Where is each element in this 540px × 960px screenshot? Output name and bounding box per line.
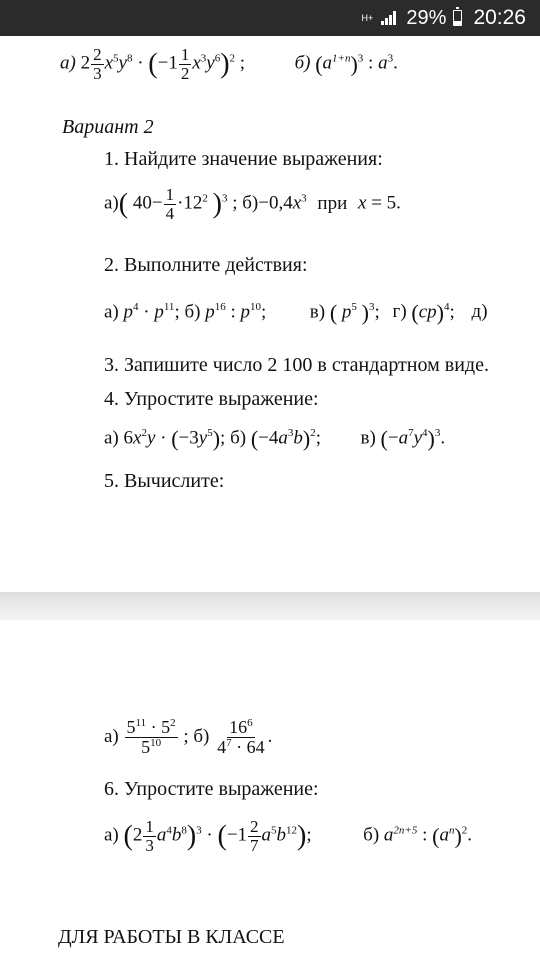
item-b-label: б) <box>242 192 259 214</box>
task-1-formulas: а)( 40− $\frac{1}{4}$ $\cdot 12^2$ )$^3$ ; $б)-0,4x^3$ при x = 5. <box>104 185 401 223</box>
item-d-label: г) <box>392 301 407 323</box>
battery-icon <box>453 10 462 26</box>
task-5-formulas: а) $\frac{5^{11} \cdot 5^2}{5^{10}}$ ; б) $\frac{16^6}{4^7 \cdot 64}$ . <box>104 717 273 757</box>
item-a-label: а) <box>104 824 119 846</box>
task-6-formulas: а) (2 $\frac{1}{3}$ $a^4b^8)^3 \cdot (-1$ $\frac{2}{7}$ $a^5b^{12}$); б) $a^{2n+5}$ : $(a^n)^2$. <box>104 817 473 855</box>
item-b-label: б) <box>184 301 201 323</box>
task-1-text: 1. Найдите значение выражения: <box>104 148 383 170</box>
item-b-label: б) <box>294 52 311 74</box>
variant-title: Вариант 2 <box>62 116 154 138</box>
item-a-label: а) <box>60 52 76 74</box>
battery-percent: 29% <box>406 6 447 29</box>
item-c-label: в) <box>309 301 326 323</box>
item-c-label: в) <box>360 427 376 449</box>
item-b-label: б) <box>363 824 380 846</box>
item-e-label: д) <box>471 301 488 323</box>
status-bar <box>0 0 540 36</box>
task-4-text: 4. Упростите выражение: <box>104 388 319 410</box>
task-6-text: 6. Упростите выражение: <box>104 778 319 800</box>
task-4-formulas: а) $6x^2y \cdot (-3y^5)$; б) $(-4a^3b)^2$; в) $(-a^7y^4)^3$. <box>104 426 446 451</box>
item-a-label: а) <box>104 301 119 323</box>
signal-icon <box>381 11 399 25</box>
document-page-1 <box>0 36 540 592</box>
condition-word: при <box>317 192 348 214</box>
task-2-formulas: а) $p^4 \cdot p^{11}$; б) $p^{16}$ : $p^{10}$; в) ( $p^5$ )$^3$; г) (cp)$^4$; д) <box>104 300 488 325</box>
variant1-tail-formulas: а) 2 $\frac{2}{3}$ $x^5y^8 \cdot (-1$ $\frac{1}{2}$ $x^3y^6)^2$ ; б) $(a^{1+n})^3$ : $a^3$. <box>60 45 398 83</box>
task-3-text: 3. Запишите число 2 100 в стандартном виде. <box>104 354 489 376</box>
item-b-label: б) <box>193 725 210 747</box>
item-a-label: а) <box>104 427 119 449</box>
item-a-label: а) <box>104 725 119 747</box>
page-separator <box>0 592 540 620</box>
item-b-label: б) <box>230 427 247 449</box>
section-heading: ДЛЯ РАБОТЫ В КЛАССЕ <box>58 926 285 948</box>
clock: 20:26 <box>473 6 526 29</box>
document-page-2 <box>0 620 540 960</box>
item-a-label: а) <box>104 192 119 214</box>
task-2-text: 2. Выполните действия: <box>104 254 308 276</box>
network-type-icon: H+ <box>361 12 374 23</box>
task-5-text: 5. Вычислите: <box>104 470 225 492</box>
